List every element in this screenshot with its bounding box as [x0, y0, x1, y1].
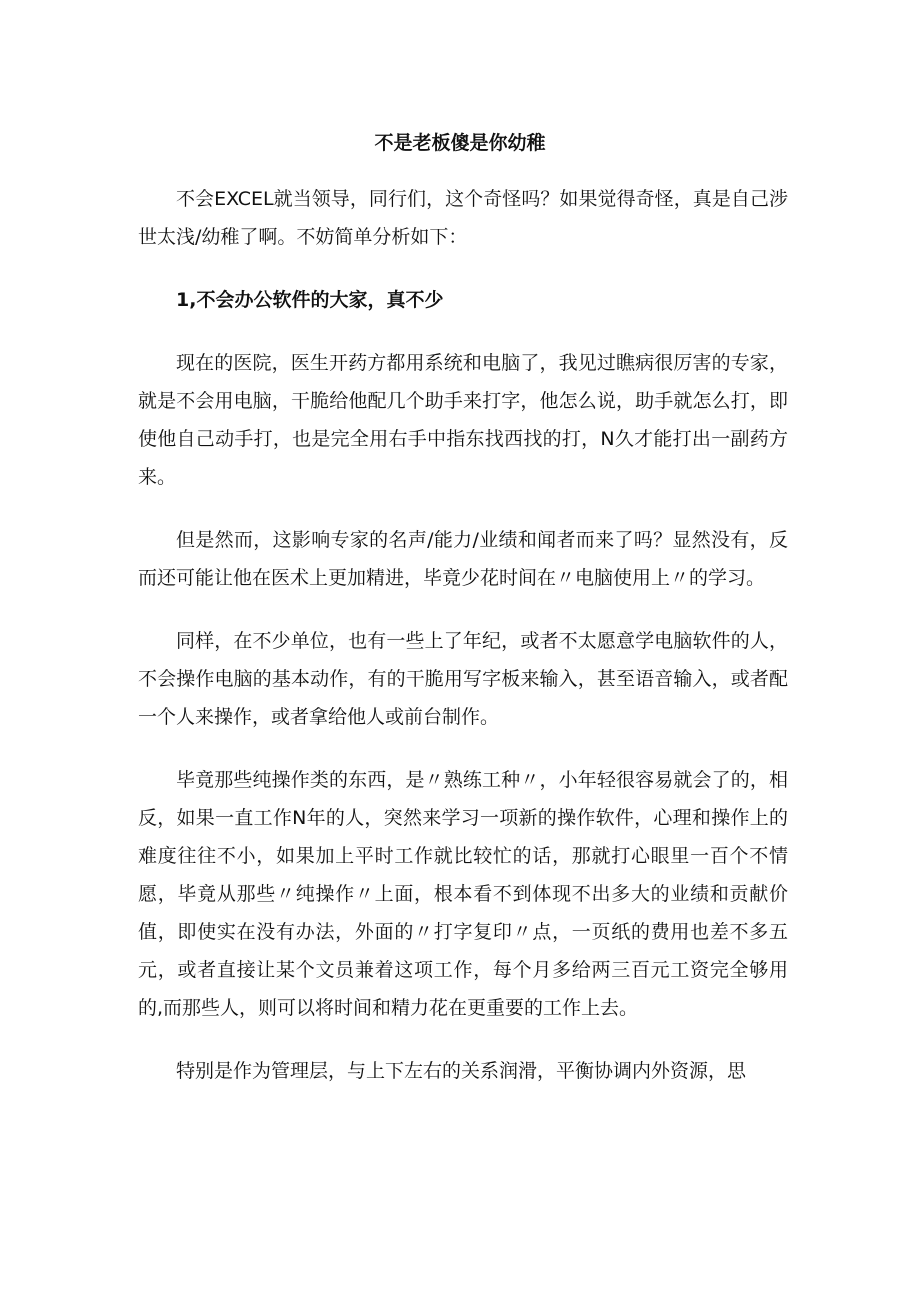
document-title: 不是老板傻是你幼稚	[374, 132, 546, 154]
paragraph-management: 特别是作为管理层，与上下左右的关系润滑，平衡协调内外资源，思	[176, 1060, 747, 1082]
paragraph-hospital-expert: 现在的医院，医生开药方都用系统和电脑了，我见过瞧病很厉害的专家，就是不会用电脑，干脆给他配几个助手来打字，他怎么说，助手就怎么打，即使他自己动手打，也是完全用右手中指东找西找的打，N久才能打出一副药方来。	[138, 352, 788, 488]
document-body	[138, 180, 788, 1115]
paragraph-units: 同样，在不少单位，也有一些上了年纪，或者不太愿意学电脑软件的人，不会操作电脑的基本动作，有的干脆用写字板来输入，甚至语音输入，或者配一个人来操作，或者拿给他人或前台制作。	[138, 630, 788, 728]
section-heading-1: 1,不会办公软件的大家，真不少	[176, 289, 444, 311]
paragraph-however: 但是然而，这影响专家的名声/能力/业绩和闻者而来了吗？显然没有，反而还可能让他在医术上更加精进，毕竟少花时间在〃电脑使用上〃的学习。	[138, 529, 788, 589]
paragraph-operations: 毕竟那些纯操作类的东西，是〃熟练工种〃，小年轻很容易就会了的，相反，如果一直工作N年的人，突然来学习一项新的操作软件，心理和操作上的难度往往不小，如果加上平时工作就比较忙的话，那就打心眼里一百个不情愿，毕竟从那些〃纯操作〃上面，根本看不到体现不出多大的业绩和贡献价值，即使实在没有办法，外面的〃打字复印〃点，一页纸的费用也差不多五元，或者直接让某个文员兼着这项工作，每个月多给两三百元工资完全够用的,而那些人，则可以将时间和精力花在更重要的工作上去。	[138, 769, 788, 1019]
paragraph-intro: 不会EXCEL就当领导，同行们，这个奇怪吗？如果觉得奇怪，真是自己涉世太浅/幼稚了啊。不妨简单分析如下：	[138, 188, 788, 248]
